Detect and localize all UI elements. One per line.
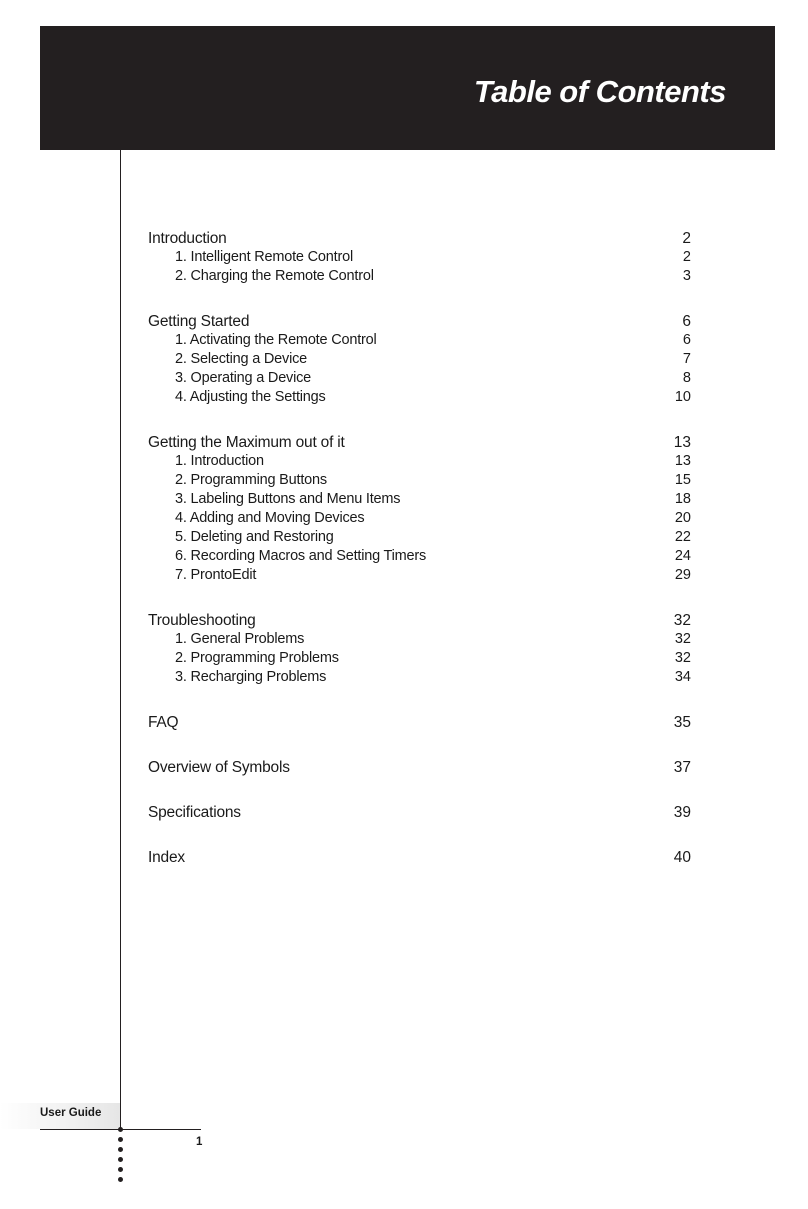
toc-subentry[interactable] xyxy=(148,509,691,528)
toc-entry-page: 6 xyxy=(682,313,691,330)
footer-dot xyxy=(118,1177,123,1182)
toc-subentry-title: 1. Introduction xyxy=(175,453,264,469)
toc-entry-title: Getting Started xyxy=(148,313,250,330)
toc-section xyxy=(148,758,691,777)
toc-entry[interactable] xyxy=(148,611,691,630)
toc-entry-title: Troubleshooting xyxy=(148,612,256,629)
toc-entry[interactable] xyxy=(148,713,691,732)
footer-dot xyxy=(118,1127,123,1132)
toc-subentry[interactable] xyxy=(148,490,691,509)
footer-dot xyxy=(118,1157,123,1162)
toc-subentry-title: 2. Charging the Remote Control xyxy=(175,268,374,284)
toc-subentry-page: 3 xyxy=(682,268,691,284)
toc-subentry[interactable] xyxy=(148,388,691,407)
toc-subentry-page: 8 xyxy=(682,370,691,386)
toc-subentry[interactable] xyxy=(148,566,691,585)
toc-subentry-title: 1. Activating the Remote Control xyxy=(175,332,377,348)
toc-subentry-title: 4. Adding and Moving Devices xyxy=(175,510,365,526)
toc-subentry-title: 3. Operating a Device xyxy=(175,370,312,386)
page-number: 1 xyxy=(196,1136,203,1148)
toc-subentry-title: 6. Recording Macros and Setting Timers xyxy=(175,548,427,564)
toc-section xyxy=(148,433,691,585)
toc-subentry[interactable] xyxy=(148,649,691,668)
footer-label: User Guide xyxy=(40,1107,102,1119)
toc-subentry-title: 2. Selecting a Device xyxy=(175,351,308,367)
toc-subentry-title: 2. Programming Problems xyxy=(175,650,339,666)
toc-section xyxy=(148,611,691,687)
toc-entry-title: Specifications xyxy=(148,804,241,821)
toc-subentry-page: 32 xyxy=(674,631,691,647)
toc-subentry[interactable] xyxy=(148,369,691,388)
toc-entry-page: 35 xyxy=(673,714,691,731)
toc-subentry-page: 15 xyxy=(674,472,691,488)
toc-subentry[interactable] xyxy=(148,331,691,350)
footer-dot xyxy=(118,1167,123,1172)
toc-subentry[interactable] xyxy=(148,547,691,566)
toc-subentry-title: 4. Adjusting the Settings xyxy=(175,389,326,405)
table-of-contents xyxy=(148,229,691,893)
toc-subentry-title: 1. Intelligent Remote Control xyxy=(175,249,353,265)
toc-entry-title: Getting the Maximum out of it xyxy=(148,434,345,451)
toc-subentry-title: 2. Programming Buttons xyxy=(175,472,327,488)
toc-subentry[interactable] xyxy=(148,630,691,649)
toc-entry[interactable] xyxy=(148,803,691,822)
toc-entry-title: Index xyxy=(148,849,185,866)
toc-subentry[interactable] xyxy=(148,267,691,286)
toc-subentry[interactable] xyxy=(148,248,691,267)
toc-subentry[interactable] xyxy=(148,350,691,369)
toc-section xyxy=(148,803,691,822)
toc-entry[interactable] xyxy=(148,433,691,452)
toc-subentry-title: 5. Deleting and Restoring xyxy=(175,529,334,545)
toc-subentry-page: 18 xyxy=(674,491,691,507)
toc-subentry[interactable] xyxy=(148,452,691,471)
page-title: Table of Contents xyxy=(473,74,726,109)
toc-entry-page: 2 xyxy=(682,230,691,247)
toc-section xyxy=(148,713,691,732)
toc-entry[interactable] xyxy=(148,229,691,248)
margin-rule xyxy=(120,150,121,1130)
toc-subentry[interactable] xyxy=(148,528,691,547)
toc-subentry[interactable] xyxy=(148,668,691,687)
toc-subentry-title: 3. Labeling Buttons and Menu Items xyxy=(175,491,401,507)
toc-subentry-page: 24 xyxy=(674,548,691,564)
toc-subentry-page: 29 xyxy=(674,567,691,583)
toc-subentry-page: 34 xyxy=(674,669,691,685)
toc-subentry-page: 2 xyxy=(682,249,691,265)
toc-subentry-page: 20 xyxy=(674,510,691,526)
toc-entry[interactable] xyxy=(148,312,691,331)
toc-subentry-title: 7. ProntoEdit xyxy=(175,567,257,583)
toc-entry-page: 40 xyxy=(673,849,691,866)
toc-section xyxy=(148,312,691,407)
toc-section xyxy=(148,229,691,286)
footer-dot xyxy=(118,1147,123,1152)
toc-entry[interactable] xyxy=(148,848,691,867)
toc-subentry-page: 13 xyxy=(674,453,691,469)
toc-entry-page: 32 xyxy=(673,612,691,629)
toc-subentry-page: 22 xyxy=(674,529,691,545)
toc-entry-page: 39 xyxy=(673,804,691,821)
toc-entry-title: Overview of Symbols xyxy=(148,759,290,776)
toc-subentry-title: 1. General Problems xyxy=(175,631,305,647)
toc-subentry-page: 7 xyxy=(682,351,691,367)
toc-subentry-page: 6 xyxy=(682,332,691,348)
toc-subentry-page: 32 xyxy=(674,650,691,666)
toc-entry-title: FAQ xyxy=(148,714,179,731)
footer-dot xyxy=(118,1137,123,1142)
toc-subentry-title: 3. Recharging Problems xyxy=(175,669,327,685)
toc-entry[interactable] xyxy=(148,758,691,777)
toc-section xyxy=(148,848,691,867)
toc-subentry-page: 10 xyxy=(674,389,691,405)
toc-subentry[interactable] xyxy=(148,471,691,490)
toc-entry-page: 13 xyxy=(673,434,691,451)
toc-entry-page: 37 xyxy=(673,759,691,776)
toc-entry-title: Introduction xyxy=(148,230,227,247)
